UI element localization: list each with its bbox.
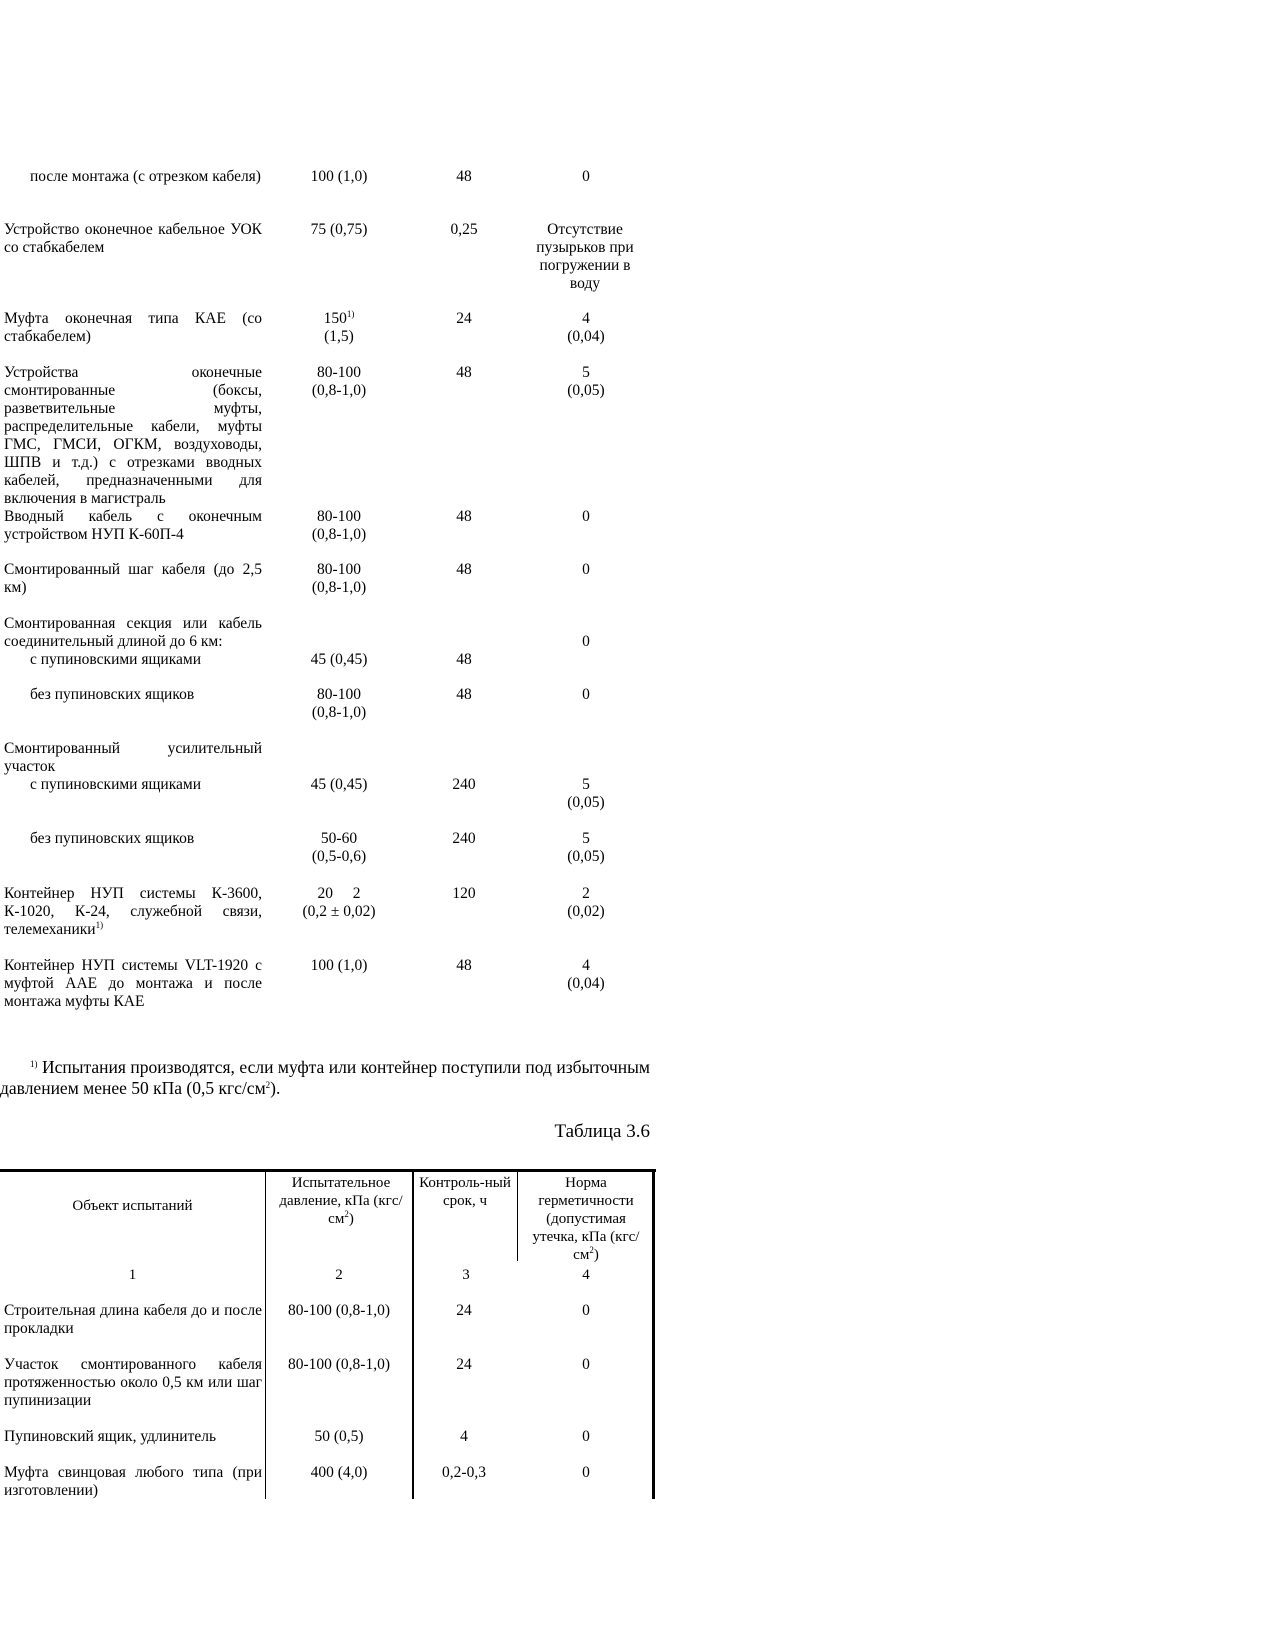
norm-value: 4 — [582, 957, 590, 974]
duration-cell: 48 — [456, 168, 472, 185]
pressure-kgf-value: (0,8-1,0) — [311, 579, 367, 596]
pressure-value: 50-60 — [320, 830, 358, 847]
norm-cell: 0 — [582, 1428, 590, 1445]
pressure-value: 80-100 — [317, 364, 361, 381]
norm-cell: 0 — [582, 1464, 590, 1481]
object-group-label: Смонтированный усилительный участок — [4, 740, 262, 775]
footnote-marker: 1) — [30, 1059, 38, 1069]
object-sub-label: с пупиновскими ящиками — [30, 651, 201, 668]
object-label: Контейнер НУП системы К-3600, К-1020, К-24, служебной связи, телемеханики — [4, 885, 262, 938]
norm-kgf-value: (0,05) — [567, 848, 605, 865]
norm-cell — [520, 364, 652, 400]
footnote-text: Испытания производятся, если муфта или контейнер поступили под избыточным давлением менее 50 кПа (0,5 кгс/см — [0, 1057, 650, 1098]
footnote-tail: ). — [270, 1078, 281, 1098]
norm-kgf-value: (0,04) — [567, 975, 605, 992]
norm-cell: 0 — [582, 633, 590, 650]
pressure-kgf-value: (1,5) — [324, 328, 354, 345]
object-cell: без пупиновских ящиков — [30, 830, 195, 847]
norm-cell — [520, 310, 652, 346]
norm-cell — [520, 776, 652, 812]
column-number: 3 — [462, 1267, 470, 1283]
column-divider — [265, 1169, 266, 1499]
pressure-cell: 100 (1,0) — [310, 168, 368, 185]
pressure-cell — [272, 508, 406, 544]
pressure-cell — [272, 561, 406, 597]
duration-cell: 0,2-0,3 — [442, 1464, 486, 1481]
norm-cell: Отсутствие пузырьков при погружении в воду — [536, 221, 634, 292]
header-norm-sup: 2 — [589, 1245, 594, 1255]
duration-cell: 48 — [456, 364, 472, 381]
column-number: 2 — [335, 1267, 343, 1283]
pressure-cell: 75 (0,75) — [310, 221, 368, 238]
pressure-kgf-value: (0,8-1,0) — [311, 704, 367, 721]
pressure-cell: 45 (0,45) — [310, 776, 368, 793]
object-cell: Устройство оконечное кабельное УОК со стабкабелем — [4, 221, 262, 256]
object-cell: Участок смонтированного кабеля протяженностью около 0,5 км или шаг пупинизации — [4, 1356, 262, 1409]
duration-cell: 0,25 — [450, 221, 478, 238]
pressure-cell: 80-100 (0,8-1,0) — [287, 1356, 391, 1373]
duration-cell: 48 — [456, 651, 472, 668]
pressure-cell — [272, 364, 406, 400]
norm-cell: 0 — [582, 1356, 590, 1373]
footnote-ref: 1) — [95, 920, 104, 930]
norm-cell — [520, 957, 652, 993]
duration-cell: 24 — [456, 1302, 472, 1319]
object-cell: после монтажа (с отрезком кабеля) — [30, 168, 261, 185]
norm-kgf-value: (0,02) — [567, 903, 605, 920]
footnote-unit-sup: 2 — [265, 1080, 271, 1090]
table-caption: Таблица 3.6 — [554, 1121, 650, 1142]
object-cell: Пупиновский ящик, удлинитель — [4, 1428, 217, 1445]
pressure-kgf-value: (0,8-1,0) — [311, 382, 367, 399]
pressure-cell — [272, 686, 406, 722]
pressure-kgf-value: (0,5-0,6) — [311, 848, 367, 865]
table-top-border — [0, 1169, 656, 1172]
column-divider — [412, 1169, 414, 1499]
pressure-cell — [272, 830, 406, 866]
object-cell: Контейнер НУП системы VLT-1920 с муфтой ААЕ до монтажа и после монтажа муфты КАЕ — [4, 957, 262, 1010]
header-pressure-sup: 2 — [344, 1209, 349, 1219]
table-right-border — [652, 1169, 655, 1499]
pressure-cell: 80-100 (0,8-1,0) — [287, 1302, 391, 1319]
header-pressure-text: Испытательное давление, кПа (кгс/см — [279, 1175, 403, 1227]
norm-kgf-value: (0,05) — [567, 382, 605, 399]
header-norm — [530, 1174, 642, 1264]
column-number: 1 — [128, 1267, 137, 1283]
column-divider — [517, 1169, 518, 1261]
object-cell — [4, 740, 262, 794]
norm-cell: 0 — [582, 686, 590, 703]
duration-cell: 48 — [456, 957, 472, 974]
object-cell: Смонтированный шаг кабеля (до 2,5 км) — [4, 561, 262, 596]
pressure-value: 80-100 — [317, 686, 361, 703]
object-cell: без пупиновских ящиков — [30, 686, 195, 703]
norm-cell: 0 — [582, 1302, 590, 1319]
pressure-cell: 45 (0,45) — [310, 651, 368, 668]
object-cell — [4, 615, 262, 669]
header-norm-tail: ) — [593, 1247, 599, 1263]
pressure-cell — [272, 310, 406, 346]
object-cell: Устройства оконечные смонтированные (боксы, разветвительные муфты, распределительные кабели, муфты ГМС, ГМСИ, ОГКМ, воздуховоды, ШПВ и т.д.) с отрезками вводных кабелей, предназначенными для включения в магистраль — [4, 364, 262, 507]
header-pressure-tail: ) — [348, 1211, 354, 1227]
pressure-value: 80-100 — [317, 508, 361, 525]
pressure-kgf-value: (0,8-1,0) — [311, 526, 367, 543]
duration-cell: 48 — [456, 561, 472, 578]
duration-cell: 4 — [460, 1428, 468, 1445]
duration-cell: 120 — [452, 885, 476, 902]
norm-kgf-value: (0,04) — [567, 328, 605, 345]
duration-cell: 48 — [456, 686, 472, 703]
header-norm-text: Норма герметичности (допустимая утечка, кПа (кгс/см — [532, 1175, 640, 1263]
pressure-value: 150 — [323, 310, 347, 327]
pressure-kgf-value: (0,2 ± 0,02) — [302, 903, 376, 920]
pressure-cell — [272, 885, 406, 921]
norm-cell — [520, 830, 652, 866]
header-duration: Контроль-ный срок, ч — [419, 1175, 511, 1209]
object-cell: Строительная длина кабеля до и после прокладки — [4, 1302, 262, 1337]
object-group-label: Смонтированная секция или кабель соединительный длиной до 6 км: — [4, 615, 262, 650]
object-cell: Вводный кабель с оконечным устройством НУП К-60П-4 — [4, 508, 262, 543]
duration-cell: 24 — [456, 310, 472, 327]
norm-cell: 0 — [582, 508, 590, 525]
footnote-ref: 1) — [346, 309, 355, 319]
pressure-cell: 50 (0,5) — [314, 1428, 364, 1445]
object-cell — [4, 885, 262, 939]
header-pressure — [276, 1174, 406, 1228]
pressure-cell: 100 (1,0) — [310, 957, 368, 974]
norm-value: 4 — [582, 310, 590, 327]
norm-cell: 0 — [582, 168, 590, 185]
duration-cell: 240 — [452, 830, 476, 847]
norm-value: 5 — [582, 364, 590, 381]
column-number: 4 — [582, 1267, 590, 1283]
duration-cell: 48 — [456, 508, 472, 525]
norm-value: 2 — [582, 885, 590, 902]
norm-cell — [520, 885, 652, 921]
object-sub-label: с пупиновскими ящиками — [30, 776, 201, 793]
duration-cell: 240 — [452, 776, 476, 793]
footnote — [0, 1057, 650, 1099]
norm-kgf-value: (0,05) — [567, 794, 605, 811]
norm-value: 5 — [582, 776, 590, 793]
header-object: Объект испытаний — [72, 1198, 193, 1214]
pressure-value: 80-100 — [317, 561, 361, 578]
duration-cell: 24 — [456, 1356, 472, 1373]
pressure-cell: 400 (4,0) — [310, 1464, 368, 1481]
norm-cell: 0 — [582, 561, 590, 578]
pressure-value: 20 2 — [325, 885, 353, 902]
object-cell: Муфта свинцовая любого типа (при изготовлении) — [4, 1464, 262, 1499]
norm-value: 5 — [582, 830, 590, 847]
object-cell: Муфта оконечная типа КАЕ (со стабкабелем) — [4, 310, 262, 345]
